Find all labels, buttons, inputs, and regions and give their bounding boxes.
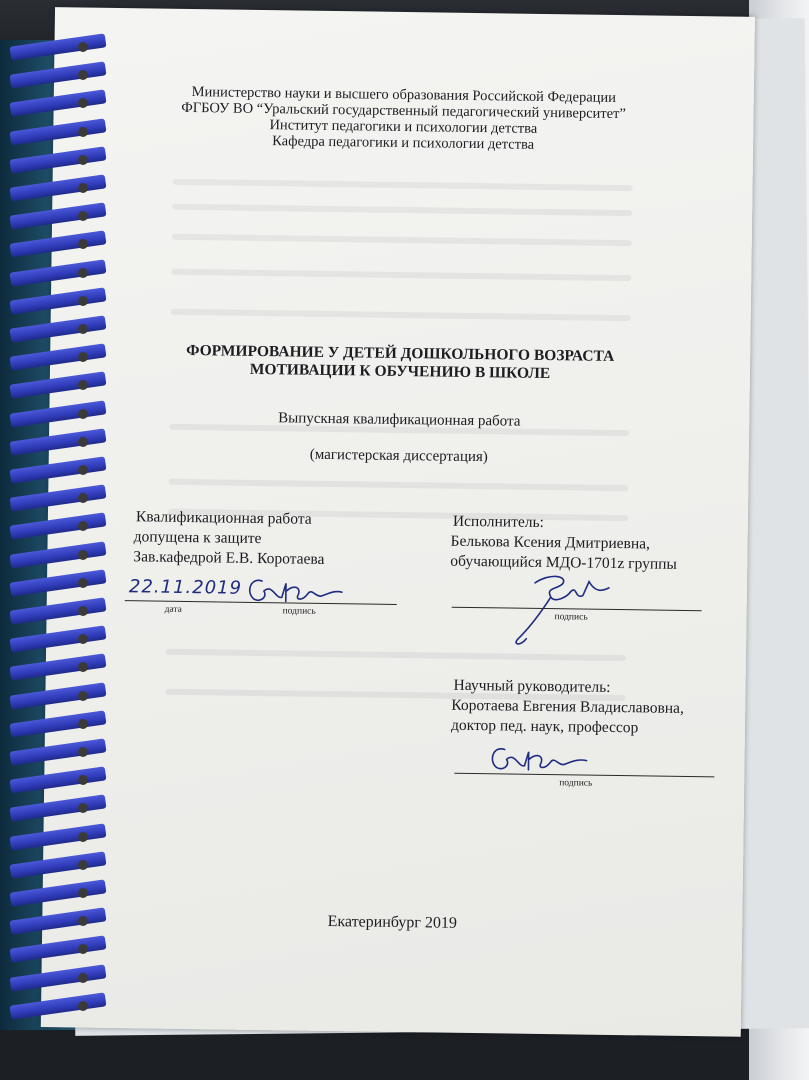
binding-hole — [78, 944, 88, 954]
binding-hole — [78, 521, 88, 531]
binding-hole — [78, 662, 88, 672]
binding-hole — [78, 747, 88, 757]
binding-hole — [78, 888, 88, 898]
binding-hole — [78, 916, 88, 926]
binding-loop — [9, 541, 106, 568]
executor-name: Белькова Ксения Дмитриевна, — [450, 532, 651, 553]
binding-loop — [9, 513, 106, 540]
supervisor-signature — [482, 741, 593, 783]
binding-hole — [78, 70, 88, 80]
binding-loop — [9, 259, 106, 286]
binding-hole — [78, 127, 88, 137]
university-name: ФГБОУ ВО “Уральский государственный педагогический университет” — [181, 99, 627, 123]
binding-hole — [78, 409, 88, 419]
institute-name: Институт педагогики и психологии детства — [269, 117, 538, 137]
binding-hole — [78, 98, 88, 108]
binding-loop — [9, 400, 106, 427]
supervisor-name: Коротаева Евгения Владиславовна, — [451, 696, 684, 717]
binding-hole — [78, 239, 88, 249]
admission-line-3: Зав.кафедрой Е.В. Коротаева — [133, 548, 325, 568]
admission-signature-caption: подпись — [282, 606, 316, 617]
binding-loop — [9, 879, 106, 906]
executor-signature-caption: подпись — [554, 612, 588, 623]
binding-hole — [78, 465, 88, 475]
binding-loop — [9, 682, 106, 709]
work-subtype: (магистерская диссертация) — [309, 446, 488, 466]
binding-loop — [9, 908, 106, 935]
binding-loop — [9, 710, 106, 737]
binding-hole — [78, 634, 88, 644]
document-page — [41, 7, 755, 1037]
binding-hole — [78, 578, 88, 588]
binding-loop — [9, 936, 106, 963]
spiral-binding — [0, 30, 120, 1040]
binding-hole — [78, 268, 88, 278]
binding-hole — [78, 437, 88, 447]
binding-loop — [9, 231, 106, 258]
title-line-1: ФОРМИРОВАНИЕ У ДЕТЕЙ ДОШКОЛЬНОГО ВОЗРАСТА — [186, 341, 615, 365]
binding-loop — [9, 767, 106, 794]
binding-loop — [9, 287, 106, 314]
binding-hole — [78, 324, 88, 334]
binding-loop — [9, 146, 106, 173]
binding-loop — [9, 372, 106, 399]
binding-hole — [78, 550, 88, 560]
department-name: Кафедра педагогики и психологии детства — [272, 133, 535, 153]
binding-loop — [9, 851, 106, 878]
binding-hole — [78, 973, 88, 983]
thesis-title — [50, 340, 750, 386]
binding-loop — [9, 485, 106, 512]
binding-loop — [9, 597, 106, 624]
supervisor-label: Научный руководитель: — [453, 676, 611, 696]
executor-label: Исполнитель: — [452, 512, 545, 531]
binding-hole — [78, 42, 88, 52]
binding-loop — [9, 626, 106, 653]
binding-loop — [9, 203, 106, 230]
binding-hole — [78, 832, 88, 842]
ministry-name: Министерство науки и высшего образования Российской Федерации — [191, 84, 617, 106]
binding-hole — [78, 380, 88, 390]
executor-group: обучающийся МДО-1701z группы — [450, 552, 678, 573]
binding-loop — [9, 738, 106, 765]
binding-hole — [78, 183, 88, 193]
binding-hole — [78, 775, 88, 785]
binding-loop — [9, 118, 106, 145]
work-type: Выпускная квалификационная работа — [278, 410, 521, 430]
city-year: Екатеринбург 2019 — [327, 913, 458, 932]
binding-loop — [9, 428, 106, 455]
binding-loop — [9, 654, 106, 681]
binding-loop — [9, 315, 106, 342]
binding-hole — [78, 860, 88, 870]
binding-loop — [9, 456, 106, 483]
binding-loop — [9, 569, 106, 596]
binding-loop — [9, 33, 106, 60]
title-line-2: МОТИВАЦИИ К ОБУЧЕНИЮ В ШКОЛЕ — [249, 360, 551, 383]
supervisor-signature-caption: подпись — [559, 778, 593, 789]
binding-loop — [9, 992, 106, 1019]
binding-hole — [78, 606, 88, 616]
handwritten-date: 22.11.2019 — [128, 576, 243, 599]
admission-line-1: Квалификационная работа — [135, 508, 312, 528]
binding-hole — [78, 719, 88, 729]
header-block — [53, 82, 754, 156]
binding-hole — [78, 493, 88, 503]
binding-loop — [9, 344, 106, 371]
binding-loop — [9, 62, 106, 89]
binding-hole — [78, 691, 88, 701]
binding-loop — [9, 795, 106, 822]
binding-loop — [9, 964, 106, 991]
admission-line-2: допущена к защите — [133, 528, 262, 548]
binding-hole — [78, 155, 88, 165]
binding-hole — [78, 296, 88, 306]
supervisor-degree: доктор пед. наук, профессор — [450, 716, 639, 737]
date-caption: дата — [164, 604, 182, 615]
binding-hole — [78, 803, 88, 813]
binding-hole — [78, 352, 88, 362]
binding-hole — [78, 1001, 88, 1011]
binding-loop — [9, 90, 106, 117]
binding-loop — [9, 174, 106, 201]
binding-hole — [78, 211, 88, 221]
binding-loop — [9, 823, 106, 850]
